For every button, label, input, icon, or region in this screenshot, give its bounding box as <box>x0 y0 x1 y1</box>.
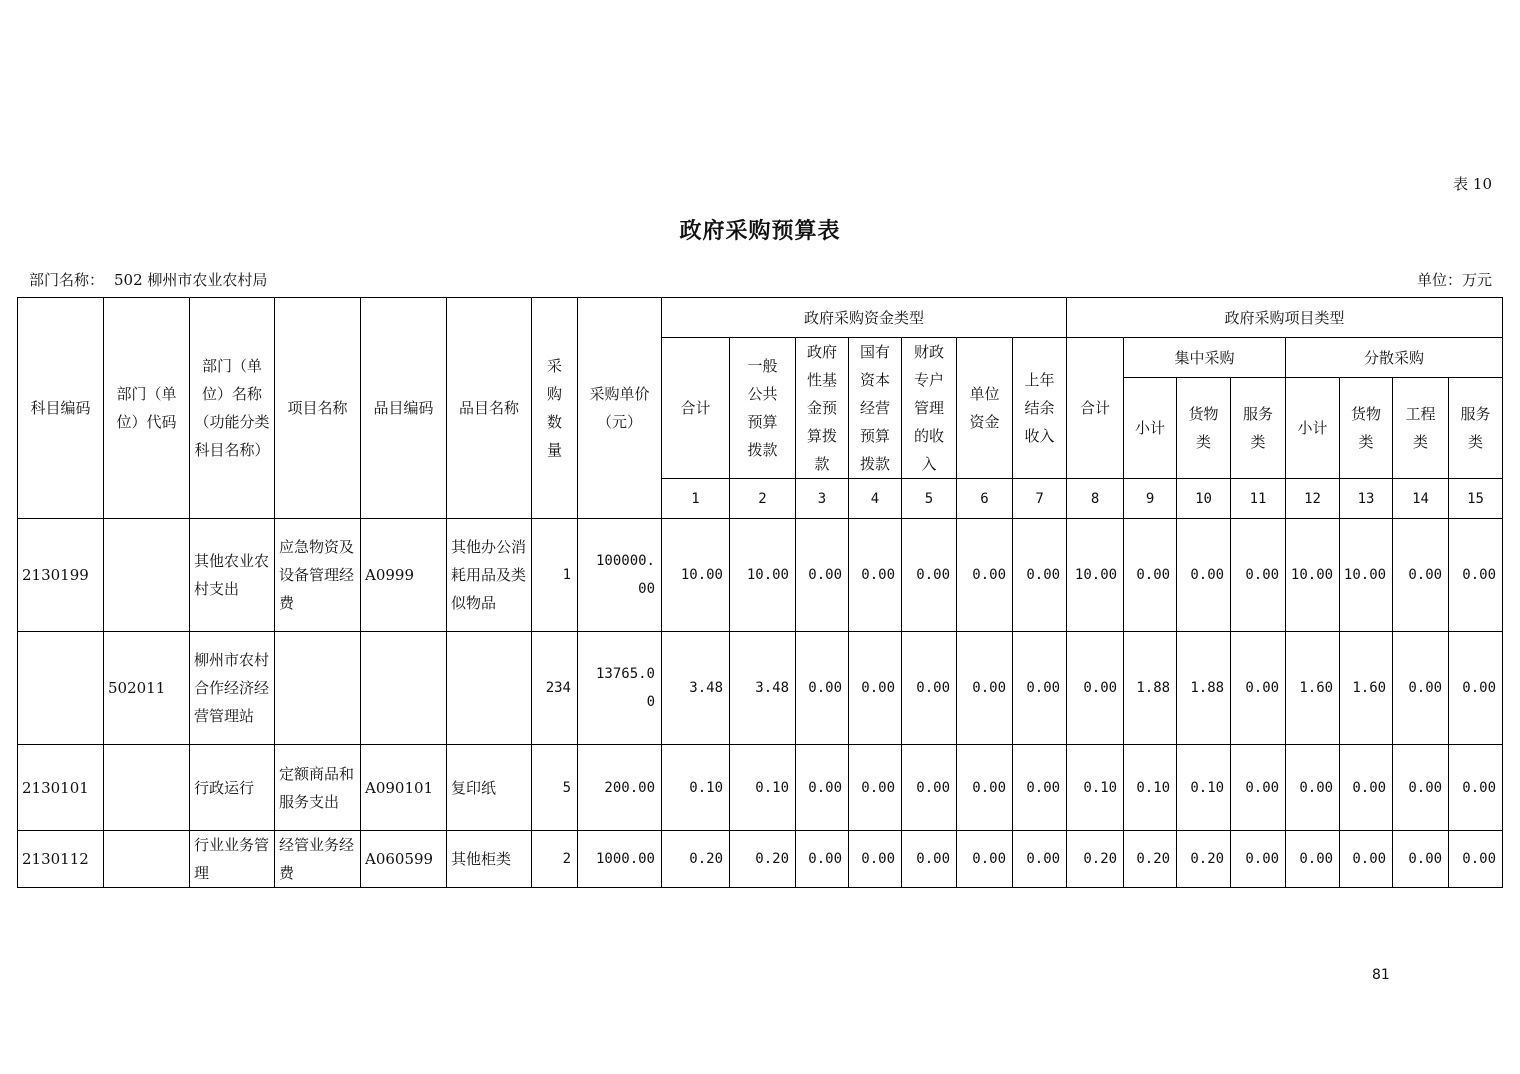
value-cell: 0.00 <box>1393 632 1449 745</box>
quantity-cell: 2 <box>532 831 578 888</box>
page-number: 81 <box>1372 967 1390 983</box>
table-number-label: 表 10 <box>1453 175 1492 193</box>
value-cell: 0.10 <box>662 745 730 831</box>
header-dispersed-services: 服务类 <box>1449 378 1503 479</box>
dept-code-cell <box>104 519 190 632</box>
header-dispersed-subtotal: 小计 <box>1286 378 1340 479</box>
value-cell: 0.00 <box>796 831 849 888</box>
value-cell: 0.00 <box>1231 632 1286 745</box>
dept-name-cell: 行政运行 <box>190 745 275 831</box>
value-cell: 0.10 <box>1067 745 1124 831</box>
project-name-cell: 定额商品和服务支出 <box>275 745 361 831</box>
item-name-cell: 其他办公消耗用品及类似物品 <box>447 519 532 632</box>
value-cell: 0.00 <box>1393 745 1449 831</box>
header-central-goods: 货物类 <box>1177 378 1231 479</box>
value-cell: 10.00 <box>730 519 796 632</box>
unit-price-cell: 1000.00 <box>578 831 662 888</box>
value-cell: 10.00 <box>1286 519 1340 632</box>
quantity-cell: 234 <box>532 632 578 745</box>
value-cell: 0.00 <box>902 519 957 632</box>
header-fund-type-group: 政府采购资金类型 <box>662 298 1067 338</box>
subject-code-cell: 2130112 <box>18 831 104 888</box>
value-cell: 0.00 <box>1393 519 1449 632</box>
dept-name-cell: 柳州市农村合作经济经营管理站 <box>190 632 275 745</box>
value-cell: 0.00 <box>1177 519 1231 632</box>
value-cell: 0.00 <box>1013 632 1067 745</box>
value-cell: 3.48 <box>662 632 730 745</box>
value-cell: 0.10 <box>1177 745 1231 831</box>
header-dispersed-group: 分散采购 <box>1286 338 1503 378</box>
value-cell: 1.60 <box>1340 632 1393 745</box>
value-cell: 0.00 <box>1449 831 1503 888</box>
header-item-code: 品目编码 <box>361 298 447 519</box>
value-cell: 0.00 <box>1393 831 1449 888</box>
col-number: 10 <box>1177 479 1231 519</box>
unit-price-cell: 13765.00 <box>578 632 662 745</box>
value-cell: 0.20 <box>1177 831 1231 888</box>
value-cell: 0.00 <box>1340 831 1393 888</box>
unit-price-cell: 200.00 <box>578 745 662 831</box>
value-cell: 3.48 <box>730 632 796 745</box>
item-code-cell <box>361 632 447 745</box>
header-unit-price: 采购单价（元） <box>578 298 662 519</box>
col-number: 7 <box>1013 479 1067 519</box>
col-number: 12 <box>1286 479 1340 519</box>
col-number: 8 <box>1067 479 1124 519</box>
value-cell: 1.88 <box>1124 632 1177 745</box>
value-cell: 10.00 <box>662 519 730 632</box>
subject-code-cell <box>18 632 104 745</box>
header-last-year-balance: 上年结余收入 <box>1013 338 1067 479</box>
table-row <box>18 632 1503 745</box>
department-name: 502 柳州市农业农村局 <box>114 271 268 289</box>
page-title: 政府采购预算表 <box>679 218 841 244</box>
unit-label: 单位：万元 <box>1416 271 1492 289</box>
header-gov-fund: 政府性基金预算拨款 <box>796 338 849 479</box>
header-row-1 <box>18 298 1503 338</box>
quantity-cell: 5 <box>532 745 578 831</box>
header-central-group: 集中采购 <box>1124 338 1286 378</box>
value-cell: 0.20 <box>662 831 730 888</box>
header-project-name: 项目名称 <box>275 298 361 519</box>
col-number: 2 <box>730 479 796 519</box>
project-name-cell <box>275 632 361 745</box>
header-project-total: 合计 <box>1067 338 1124 479</box>
item-name-cell: 其他柜类 <box>447 831 532 888</box>
value-cell: 0.00 <box>1013 831 1067 888</box>
value-cell: 0.00 <box>957 519 1013 632</box>
department-label: 部门名称： <box>29 271 105 289</box>
col-number: 11 <box>1231 479 1286 519</box>
item-code-cell: A060599 <box>361 831 447 888</box>
table-row <box>18 519 1503 632</box>
col-number: 6 <box>957 479 1013 519</box>
header-dept-code: 部门（单位）代码 <box>104 298 190 519</box>
value-cell: 0.20 <box>730 831 796 888</box>
unit-price-cell: 100000.00 <box>578 519 662 632</box>
value-cell: 0.00 <box>1286 831 1340 888</box>
dept-name-cell: 行业业务管理 <box>190 831 275 888</box>
item-code-cell: A0999 <box>361 519 447 632</box>
value-cell: 0.00 <box>849 519 902 632</box>
project-name-cell: 应急物资及设备管理经费 <box>275 519 361 632</box>
value-cell: 0.00 <box>957 745 1013 831</box>
col-number: 1 <box>662 479 730 519</box>
value-cell: 0.00 <box>902 632 957 745</box>
value-cell: 0.00 <box>1067 632 1124 745</box>
dept-code-cell <box>104 745 190 831</box>
dept-name-cell: 其他农业农村支出 <box>190 519 275 632</box>
department-line <box>29 269 267 290</box>
value-cell: 0.00 <box>796 745 849 831</box>
header-state-capital: 国有资本经营预算拨款 <box>849 338 902 479</box>
dept-code-cell <box>104 831 190 888</box>
value-cell: 0.00 <box>796 519 849 632</box>
table-row <box>18 831 1503 888</box>
value-cell: 1.60 <box>1286 632 1340 745</box>
value-cell: 0.00 <box>957 632 1013 745</box>
col-number: 3 <box>796 479 849 519</box>
value-cell: 0.00 <box>1286 745 1340 831</box>
value-cell: 1.88 <box>1177 632 1231 745</box>
col-number: 5 <box>902 479 957 519</box>
value-cell: 0.20 <box>1067 831 1124 888</box>
quantity-cell: 1 <box>532 519 578 632</box>
value-cell: 0.00 <box>1449 632 1503 745</box>
value-cell: 0.20 <box>1124 831 1177 888</box>
value-cell: 0.10 <box>1124 745 1177 831</box>
header-fund-total: 合计 <box>662 338 730 479</box>
header-fiscal-special: 财政专户管理的收入 <box>902 338 957 479</box>
value-cell: 0.00 <box>1449 519 1503 632</box>
header-general-budget: 一般公共预算拨款 <box>730 338 796 479</box>
value-cell: 0.00 <box>849 745 902 831</box>
item-name-cell: 复印纸 <box>447 745 532 831</box>
value-cell: 0.10 <box>730 745 796 831</box>
value-cell: 0.00 <box>1449 745 1503 831</box>
header-dept-name: 部门（单位）名称（功能分类科目名称） <box>190 298 275 519</box>
value-cell: 0.00 <box>849 632 902 745</box>
value-cell: 10.00 <box>1340 519 1393 632</box>
header-central-services: 服务类 <box>1231 378 1286 479</box>
header-quantity: 采购数量 <box>532 298 578 519</box>
subject-code-cell: 2130199 <box>18 519 104 632</box>
procurement-budget-table <box>17 297 1503 888</box>
header-central-subtotal: 小计 <box>1124 378 1177 479</box>
value-cell: 0.00 <box>902 831 957 888</box>
value-cell: 0.00 <box>796 632 849 745</box>
col-number: 13 <box>1340 479 1393 519</box>
value-cell: 0.00 <box>1231 831 1286 888</box>
value-cell: 10.00 <box>1067 519 1124 632</box>
header-item-name: 品目名称 <box>447 298 532 519</box>
project-name-cell: 经管业务经费 <box>275 831 361 888</box>
header-unit-fund: 单位资金 <box>957 338 1013 479</box>
header-subject-code: 科目编码 <box>18 298 104 519</box>
value-cell: 0.00 <box>957 831 1013 888</box>
value-cell: 0.00 <box>1340 745 1393 831</box>
value-cell: 0.00 <box>1231 519 1286 632</box>
col-number: 9 <box>1124 479 1177 519</box>
value-cell: 0.00 <box>1013 745 1067 831</box>
value-cell: 0.00 <box>849 831 902 888</box>
value-cell: 0.00 <box>1013 519 1067 632</box>
col-number: 14 <box>1393 479 1449 519</box>
value-cell: 0.00 <box>1124 519 1177 632</box>
table-row <box>18 745 1503 831</box>
value-cell: 0.00 <box>1231 745 1286 831</box>
item-code-cell: A090101 <box>361 745 447 831</box>
dept-code-cell: 502011 <box>104 632 190 745</box>
subject-code-cell: 2130101 <box>18 745 104 831</box>
header-project-type-group: 政府采购项目类型 <box>1067 298 1503 338</box>
header-dispersed-works: 工程类 <box>1393 378 1449 479</box>
item-name-cell <box>447 632 532 745</box>
col-number: 4 <box>849 479 902 519</box>
value-cell: 0.00 <box>902 745 957 831</box>
col-number: 15 <box>1449 479 1503 519</box>
header-dispersed-goods: 货物类 <box>1340 378 1393 479</box>
